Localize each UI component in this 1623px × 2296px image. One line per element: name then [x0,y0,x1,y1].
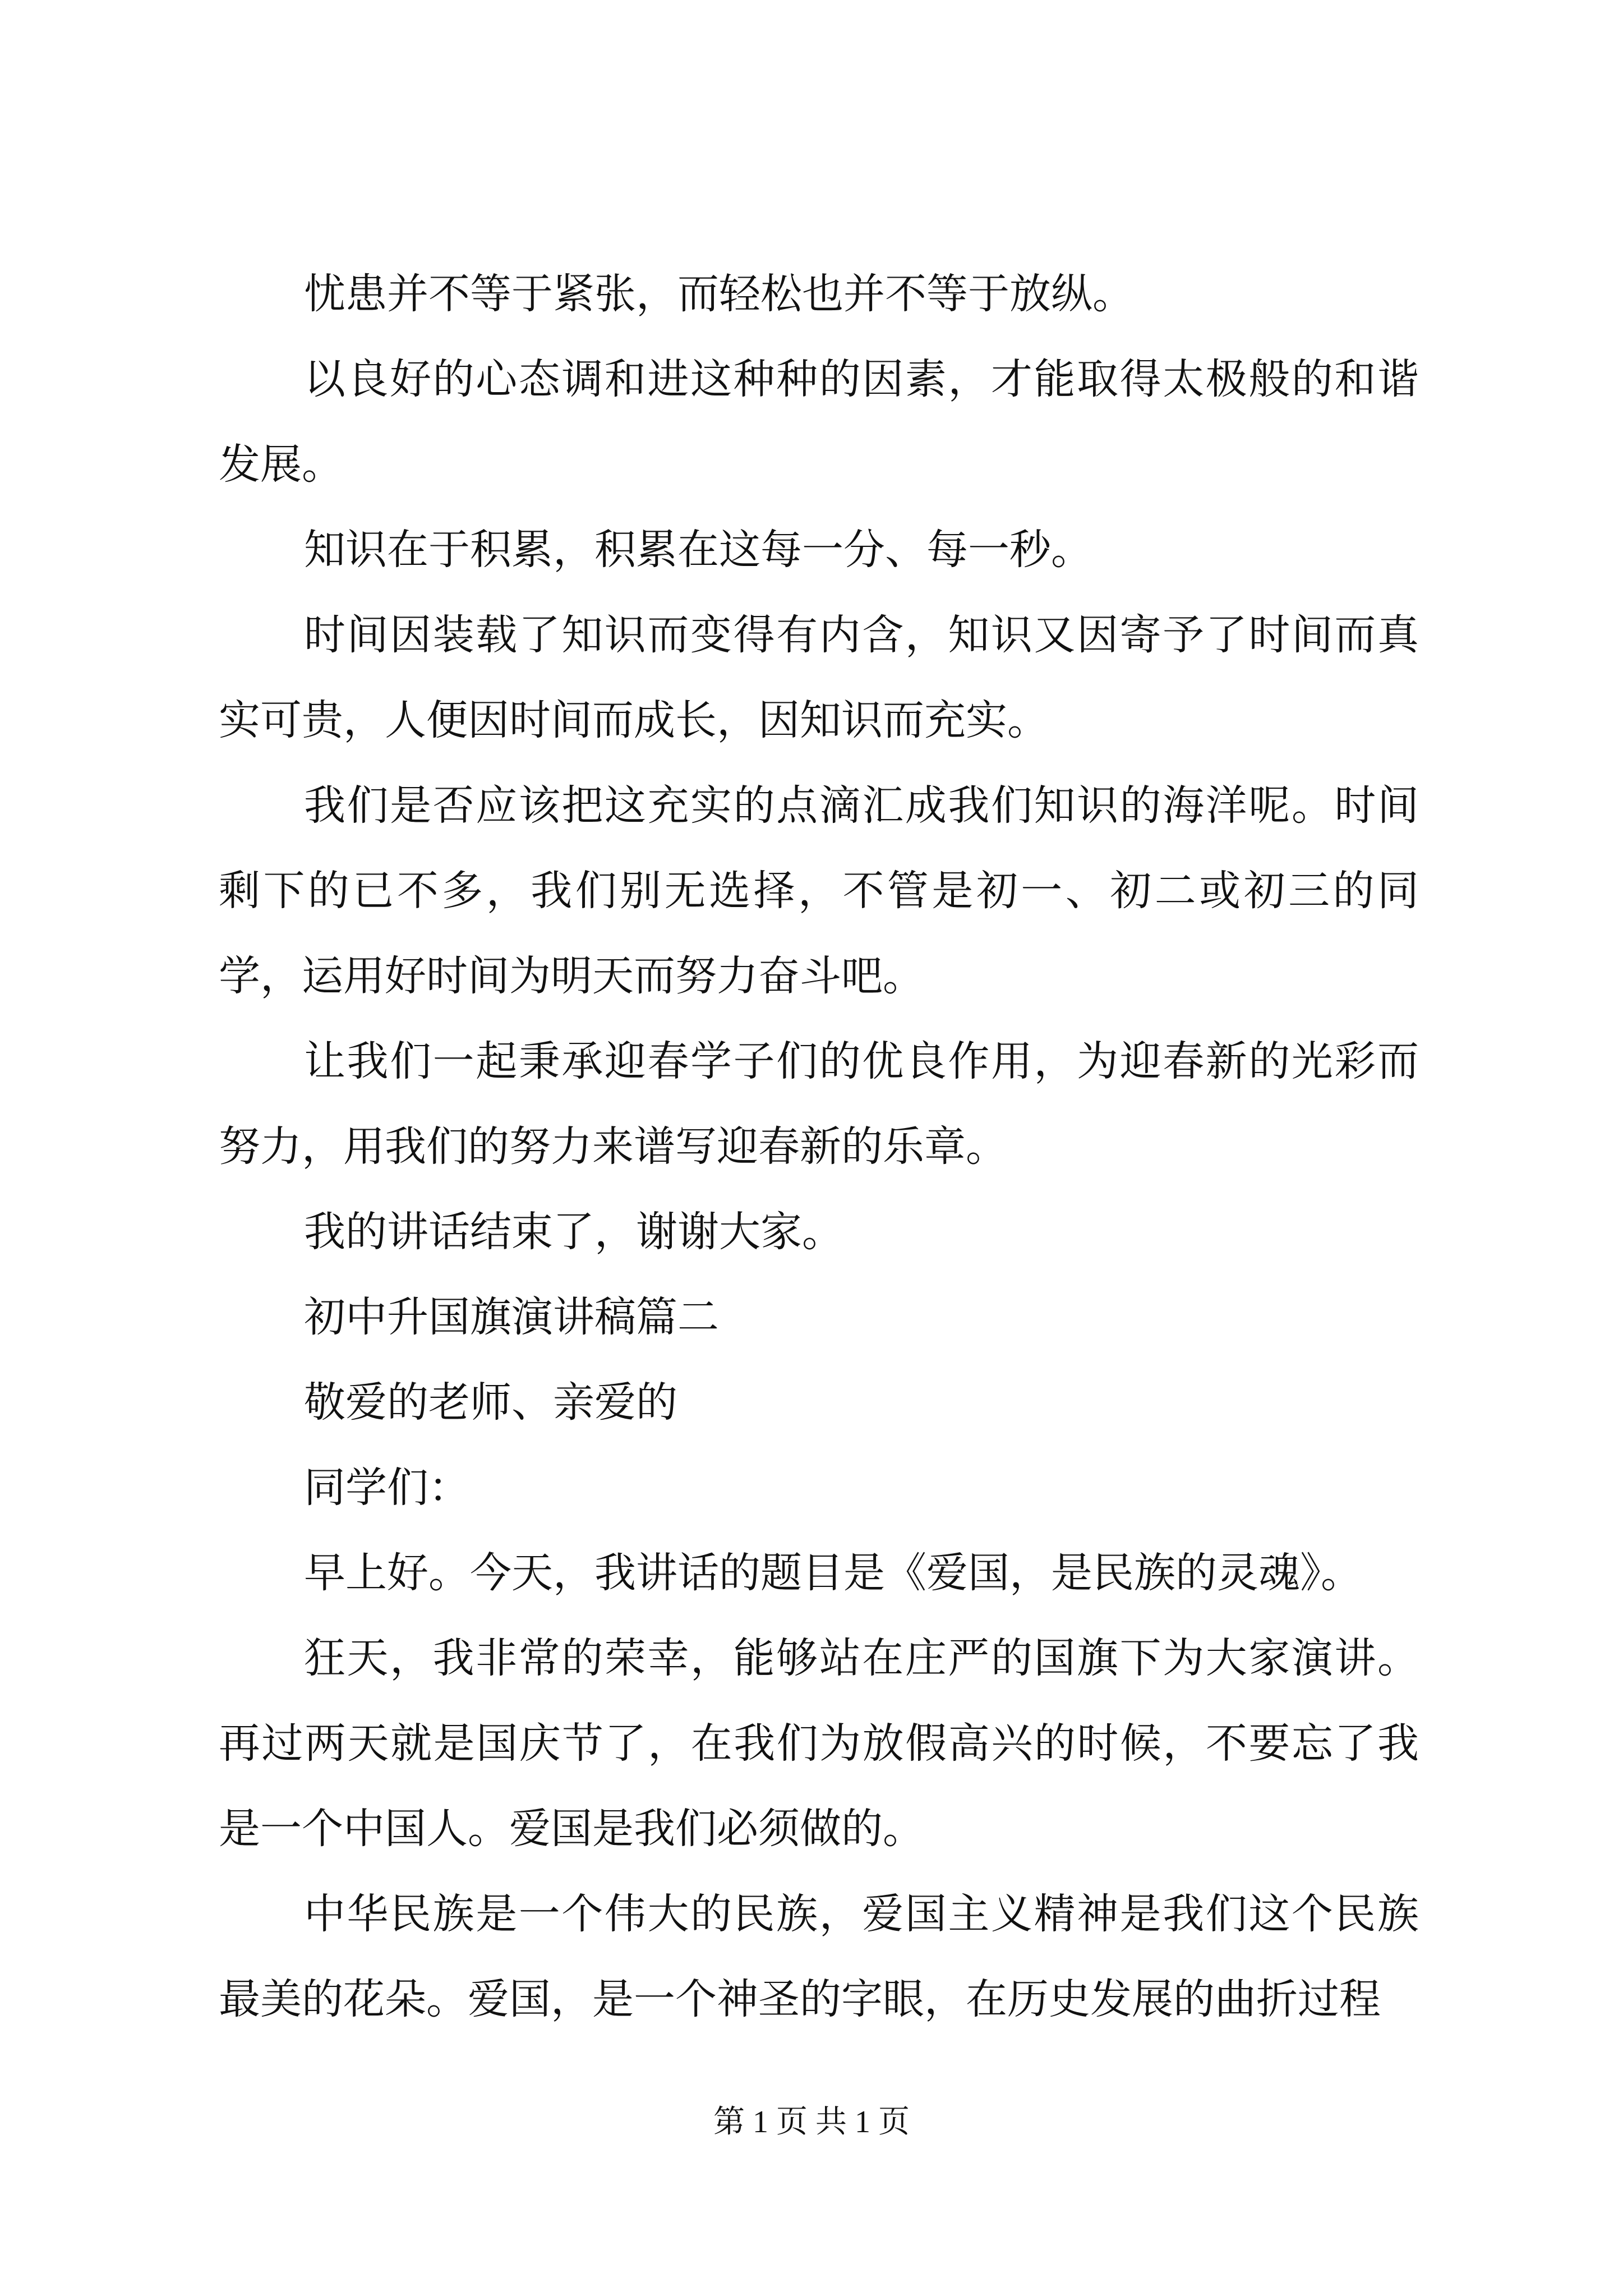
paragraph: 早上好。今天，我讲话的题目是《爱国，是民族的灵魂》。 [304,1549,1362,1597]
salutation-line: 敬爱的老师、亲爱的 [304,1378,677,1427]
paragraph: 时间因装载了知识而变得有内含，知识又因寄予了时间而真实可贵，人便因时间而成长，因知识而充实。 [219,611,1419,744]
paragraph: 中华民族是一个伟大的民族，爱国主义精神是我们这个民族最美的花朵。爱国，是一个神圣的字眼，在历史发展的曲折过程 [219,1890,1419,2023]
document-body [219,251,1419,2042]
page-footer: 第 1 页 共 1 页 [713,2105,910,2139]
section-heading: 初中升国旗演讲稿篇二 [304,1293,719,1341]
salutation-line: 同学们： [304,1464,470,1512]
paragraph: 我的讲话结束了，谢谢大家。 [304,1208,843,1256]
paragraph: 以良好的心态调和进这种种的因素，才能取得太极般的和谐发展。 [219,355,1419,489]
paragraph: 忧患并不等于紧张，而轻松也并不等于放纵。 [304,270,1134,318]
paragraph: 狂天，我非常的荣幸，能够站在庄严的国旗下为大家演讲。再过两天就是国庆节了，在我们为放假高兴的时候，不要忘了我是一个中国人。爱国是我们必须做的。 [219,1634,1419,1853]
paragraph: 我们是否应该把这充实的点滴汇成我们知识的海洋呢。时间剩下的已不多，我们别无选择，不管是初一、初二或初三的同学，运用好时间为明天而努力奋斗吧。 [219,781,1419,1000]
paragraph: 让我们一起秉承迎春学子们的优良作用，为迎春新的光彩而努力，用我们的努力来谱写迎春新的乐章。 [219,1037,1419,1171]
paragraph: 知识在于积累，积累在这每一分、每一秒。 [304,526,1092,574]
